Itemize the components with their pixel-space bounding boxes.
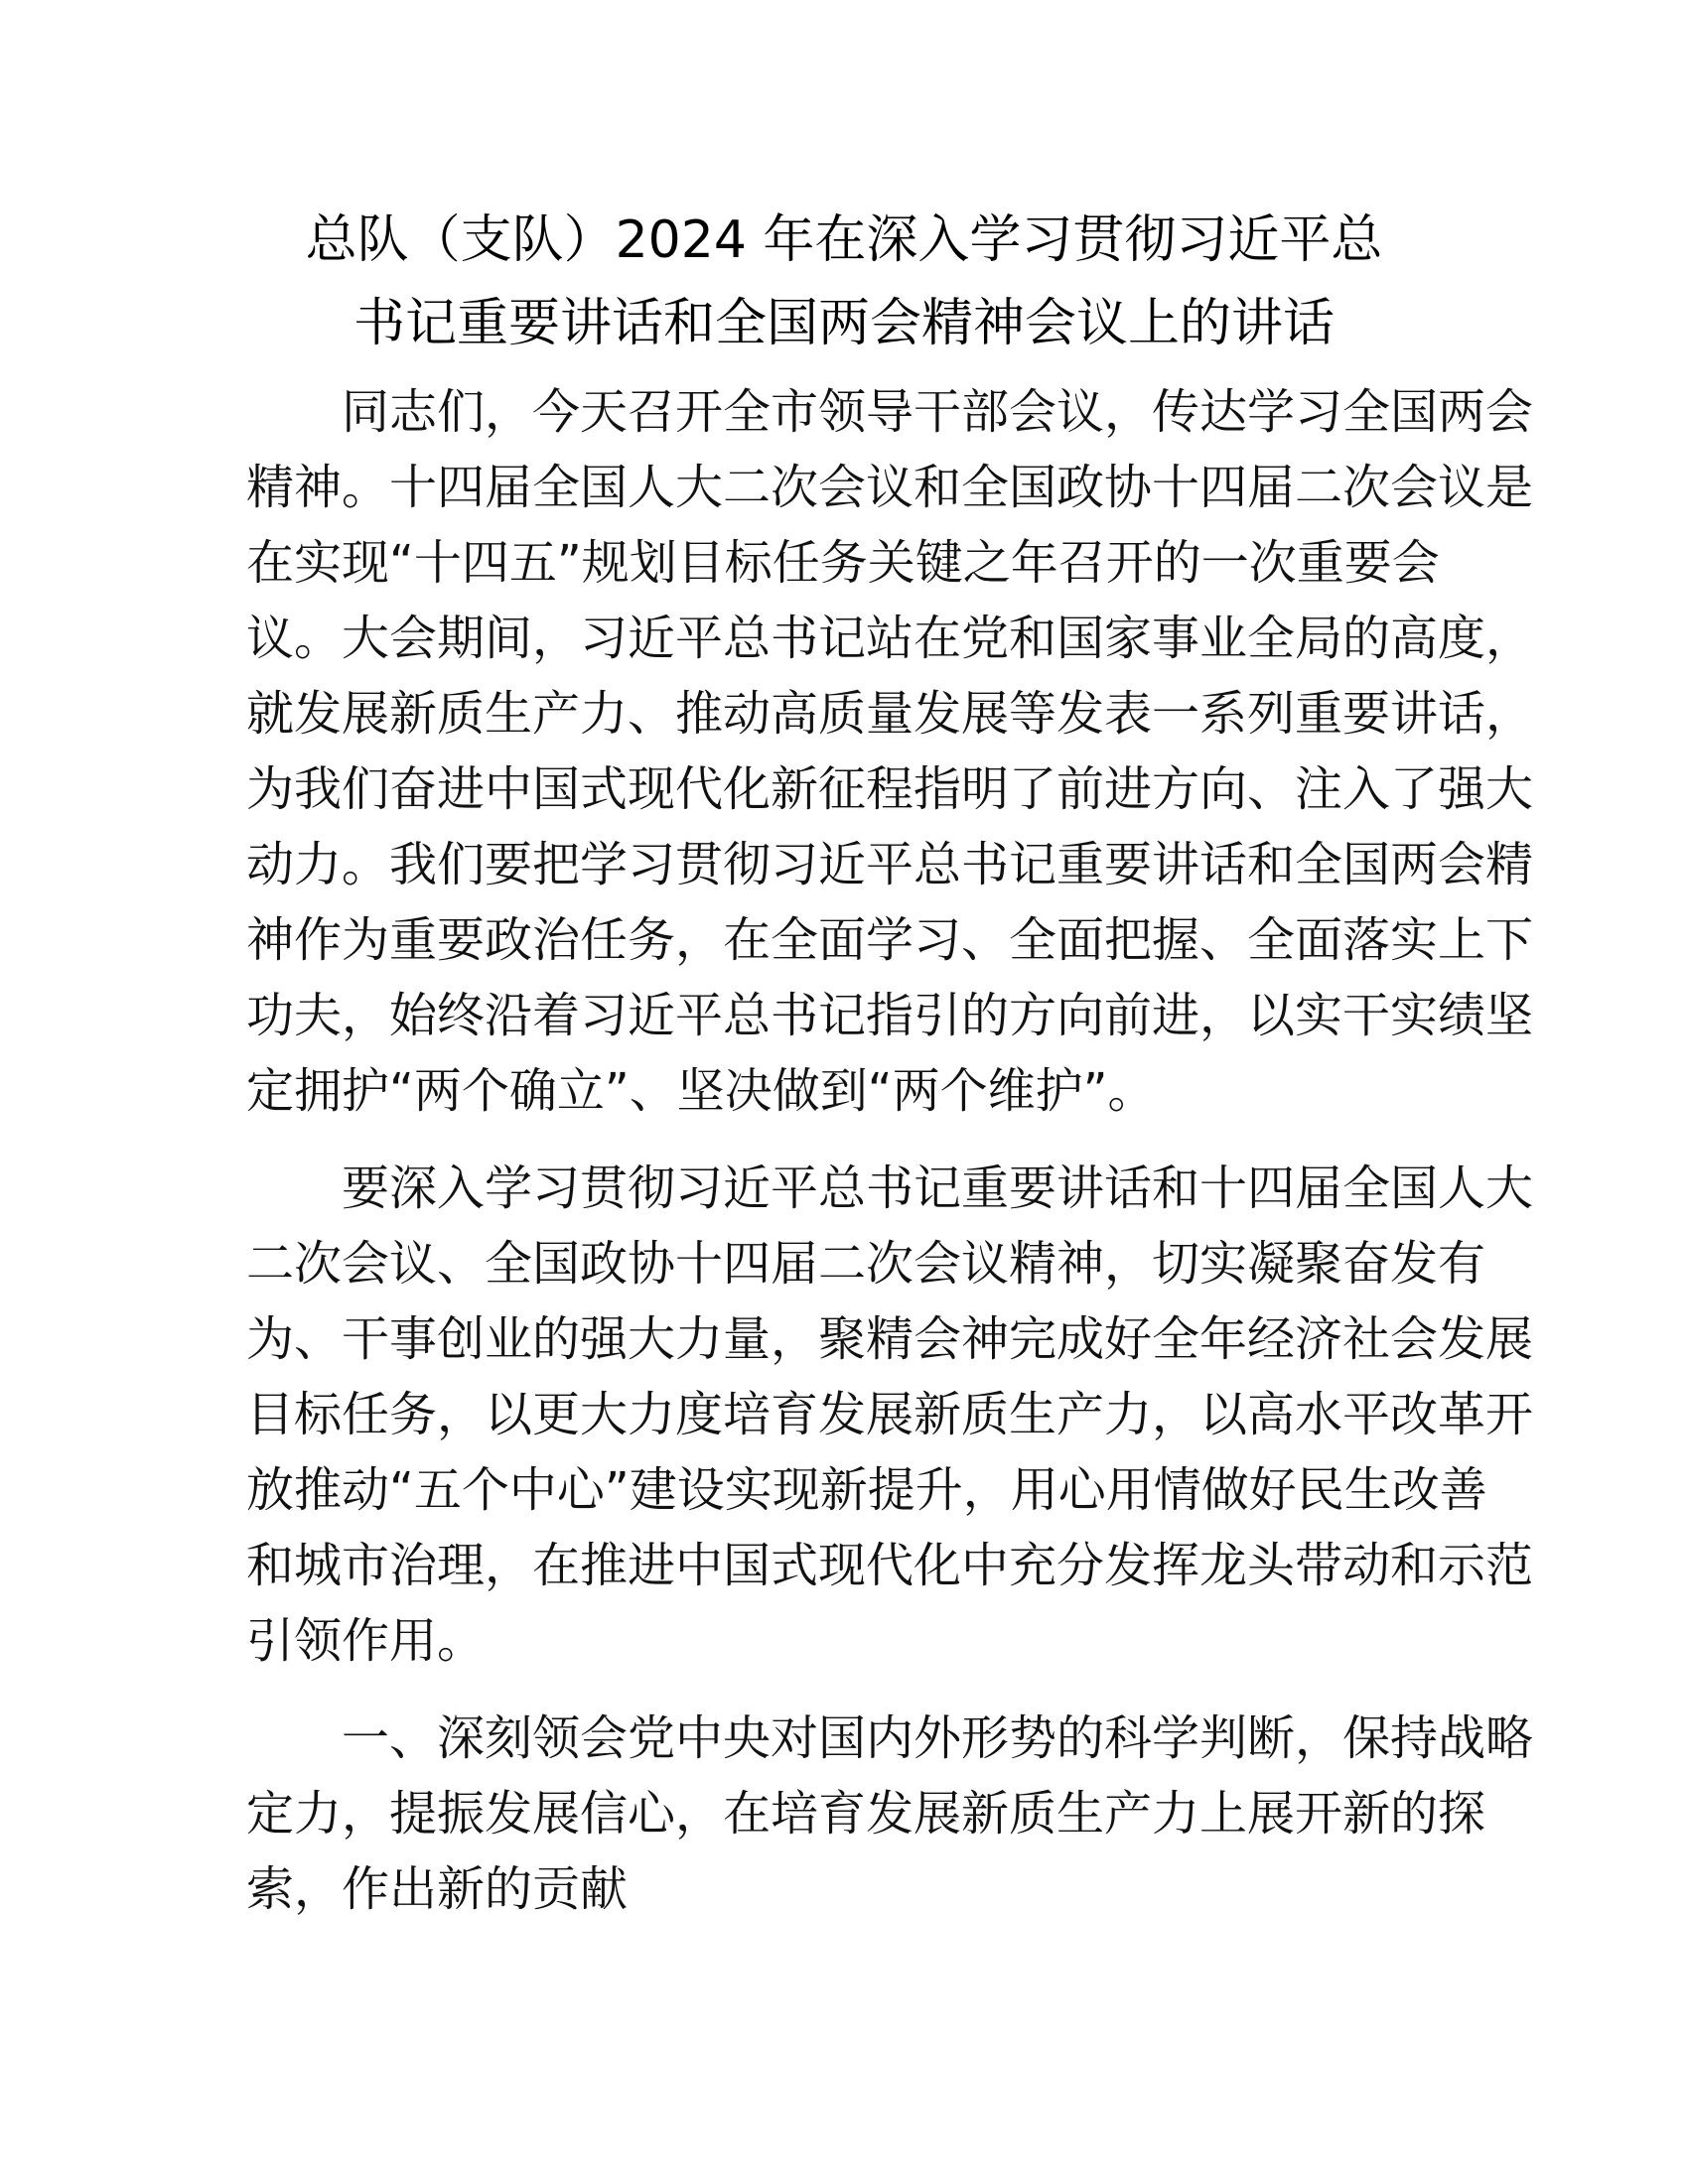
text-line: 引领作用。 xyxy=(246,1613,486,1669)
text-line: 一、深刻领会党中央对国内外形势的科学判断，保持战略 xyxy=(342,1710,1534,1766)
text-line: 二次会议、全国政协十四届二次会议精神，切实凝聚奋发有 xyxy=(246,1236,1486,1292)
document-title xyxy=(238,199,1450,365)
text-line: 同志们，今天召开全市领导干部会议，传达学习全国两会 xyxy=(342,384,1534,440)
text-line: 就发展新质生产力、推动高质量发展等发表一系列重要讲话， xyxy=(246,686,1534,742)
text-line: 定拥护“两个确立”、坚决做到“两个维护”。 xyxy=(246,1063,1156,1119)
document-body xyxy=(246,374,1534,1927)
text-line: 为我们奋进中国式现代化新征程指明了前进方向、注入了强大 xyxy=(246,761,1534,817)
paragraph-opening xyxy=(246,374,1534,1129)
text-line: 索，作出新的贡献 xyxy=(246,1861,629,1917)
text-line: 要深入学习贯彻习近平总书记重要讲话和十四届全国人大 xyxy=(342,1160,1534,1216)
text-line: 放推动“五个中心”建设实现新提升，用心用情做好民生改善 xyxy=(246,1462,1487,1518)
text-line: 神作为重要政治任务，在全面学习、全面把握、全面落实上下 xyxy=(246,912,1534,968)
text-line: 目标任务，以更大力度培育发展新质生产力，以高水平改革开 xyxy=(246,1387,1534,1442)
title-line: 书记重要讲话和全国两会精神会议上的讲话 xyxy=(352,294,1335,353)
title-line: 总队（支队）2024 年在深入学习贯彻习近平总 xyxy=(305,210,1383,270)
text-line: 动力。我们要把学习贯彻习近平总书记重要讲话和全国两会精 xyxy=(246,837,1534,892)
text-line: 议。大会期间，习近平总书记站在党和国家事业全局的高度， xyxy=(246,611,1534,666)
paragraph-tasks xyxy=(246,1151,1534,1679)
text-line: 精神。十四届全国人大二次会议和全国政协十四届二次会议是 xyxy=(246,460,1534,515)
text-line: 为、干事创业的强大力量，聚精会神完成好全年经济社会发展 xyxy=(246,1311,1534,1367)
text-line: 功夫，始终沿着习近平总书记指引的方向前进，以实干实绩坚 xyxy=(246,988,1534,1043)
text-line: 定力，提振发展信心，在培育发展新质生产力上展开新的探 xyxy=(246,1786,1486,1842)
section-heading-one xyxy=(246,1701,1534,1927)
text-line: 和城市治理，在推进中国式现代化中充分发挥龙头带动和示范 xyxy=(246,1538,1534,1593)
text-line: 在实现“十四五”规划目标任务关键之年召开的一次重要会 xyxy=(246,535,1440,591)
